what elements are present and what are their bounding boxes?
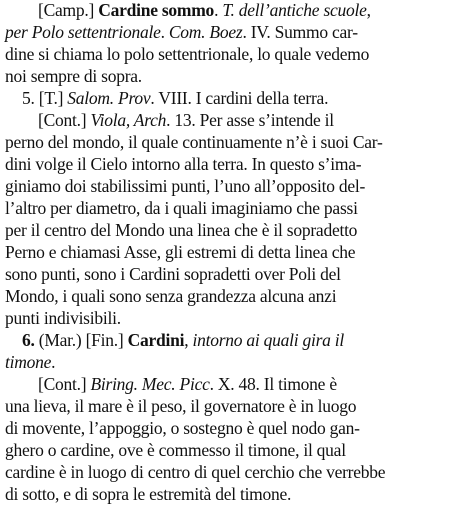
text-segment: . X. 48. Il timone è <box>209 374 337 394</box>
text-segment: punti indivisibili. <box>5 308 121 328</box>
text-segment: , <box>184 330 193 350</box>
text-segment: 5. [T.] <box>22 88 68 108</box>
text-line <box>0 440 473 461</box>
text-segment: Cardine sommo <box>98 0 215 20</box>
text-segment: Cardini <box>127 330 185 350</box>
text-segment: cardine è in luogo di centro di quel cerchio che verrebbe <box>5 462 386 482</box>
text-line <box>0 220 473 241</box>
text-segment: [Cont.] <box>38 110 91 130</box>
text-segment: Com. Boez <box>168 22 243 42</box>
text-line <box>0 264 473 285</box>
text-line <box>0 242 473 263</box>
text-segment: Biring. Mec. Picc <box>90 374 210 394</box>
text-line <box>0 22 473 43</box>
text-line <box>0 396 473 417</box>
text-segment: 6. <box>22 330 39 350</box>
text-line <box>0 484 473 505</box>
text-segment: ghero o cardine, ove è commesso il timone, il qual <box>5 440 346 460</box>
text-segment: di sotto, e di sopra le estremità del timone. <box>5 484 292 504</box>
text-segment: (Mar.) [Fin.] <box>38 330 128 350</box>
text-line <box>0 374 473 395</box>
text-segment: Salom. Prov <box>67 88 151 108</box>
text-segment: intorno ai quali gira il <box>192 330 344 350</box>
text-segment: dine si chiama lo polo settentrionale, lo quale vedemo <box>5 44 370 64</box>
text-segment: [Cont.] <box>38 374 91 394</box>
text-segment: . VIII. I cardini della terra. <box>150 88 329 108</box>
text-segment: perno del mondo, il quale continuamente n’è i suoi Car- <box>5 132 383 152</box>
text-segment: Perno e chiamasi Asse, gli estremi di detta linea che <box>5 242 356 262</box>
text-segment: . 13. Per asse s’intende il <box>166 110 334 130</box>
text-segment: . IV. Summo car- <box>242 22 358 42</box>
text-segment: di movente, l’appoggio, o sostegno è quel nodo gan- <box>5 418 360 438</box>
text-line <box>0 330 473 351</box>
text-line <box>0 132 473 153</box>
text-line <box>0 0 473 21</box>
text-segment: dini volge il Cielo intorno alla terra. In questo s’ima- <box>5 154 362 174</box>
text-line <box>0 110 473 131</box>
text-line <box>0 176 473 197</box>
text-segment: giniamo doi stabilissimi punti, l’uno all’opposito del- <box>5 176 366 196</box>
text-segment: [Camp.] <box>38 0 99 20</box>
text-segment: per Polo settentrionale <box>5 22 161 42</box>
text-segment: per il centro del Mondo una linea che è il sopradetto <box>5 220 358 240</box>
text-segment: sono punti, sono i Cardini sopradetti over Poli del <box>5 264 341 284</box>
text-segment: . <box>214 0 223 20</box>
text-segment: timone <box>5 352 52 372</box>
text-segment: Mondo, i quali sono senza grandezza alcuna anzi <box>5 286 337 306</box>
text-line <box>0 154 473 175</box>
text-segment: Viola, Arch <box>90 110 167 130</box>
text-segment: una lieva, il mare è il peso, il governatore è in luogo <box>5 396 357 416</box>
text-line <box>0 88 473 109</box>
text-segment: . <box>51 352 56 372</box>
text-line <box>0 286 473 307</box>
text-segment: l’altro per diametro, da i quali imaginiamo che passi <box>5 198 358 218</box>
text-segment: , <box>366 0 371 20</box>
text-line <box>0 462 473 483</box>
text-line <box>0 352 473 373</box>
text-line <box>0 418 473 439</box>
text-segment: T. dell’antiche scuole <box>222 0 367 20</box>
text-segment: noi sempre di sopra. <box>5 66 142 86</box>
text-line <box>0 308 473 329</box>
text-line <box>0 44 473 65</box>
text-line <box>0 198 473 219</box>
text-line <box>0 66 473 87</box>
text-segment: . <box>160 22 169 42</box>
